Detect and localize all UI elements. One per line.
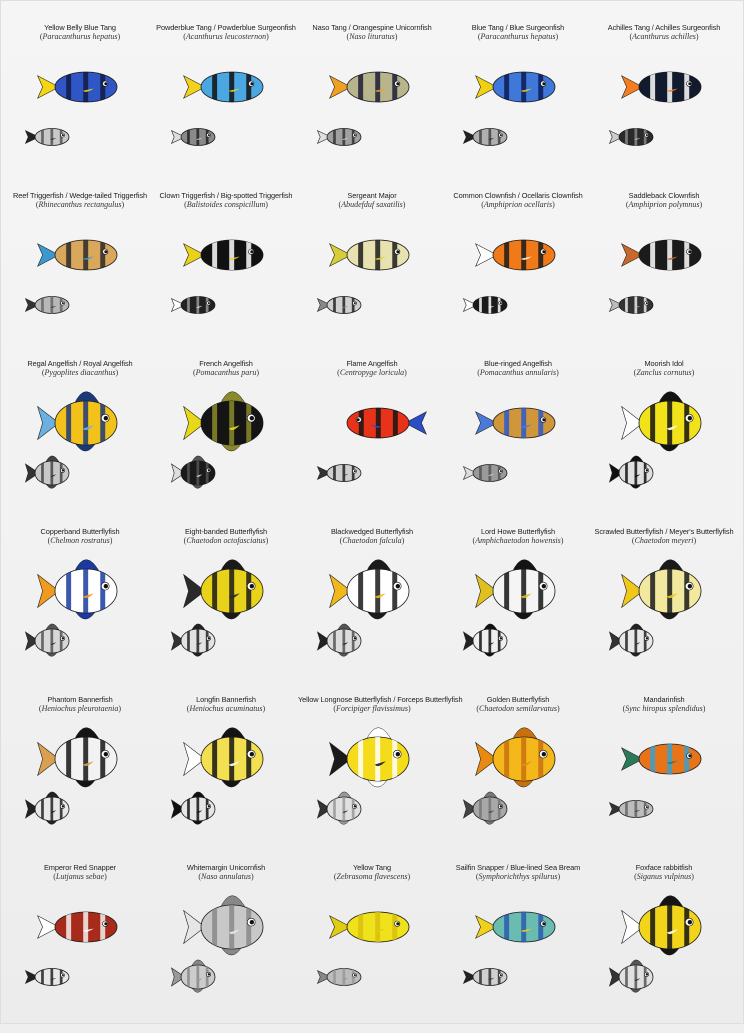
scientific-name: (Paracanthurus hepatus) [39,32,121,41]
fish-entry-french-angelfish [152,359,300,529]
fish-entry-yellow-belly-blue-tang [6,23,154,193]
fish-illustration [298,217,446,357]
common-name: Regal Angelfish / Royal Angelfish [27,359,133,368]
scientific-name: (Sync hiropus splendidus) [622,704,706,713]
fish-illustration [444,49,592,189]
scientific-name: (Rhinecanthus rectangulus) [35,200,125,209]
common-name: Golden Butterflyfish [486,695,550,704]
juvenile-fish [25,792,69,824]
scientific-name: (Zanclus cornutus) [633,368,695,377]
juvenile-fish [25,129,69,146]
fish-entry-saddleback-clownfish [590,191,738,361]
scientific-name: (Abudefduf saxatilis) [338,200,406,209]
scientific-name: (Amphichaetodon howensis) [472,536,564,545]
main-fish [330,560,409,619]
main-fish [38,392,117,451]
juvenile-fish [463,465,507,482]
fish-illustration [6,385,154,525]
fish-illustration [590,385,738,525]
juvenile-fish [463,792,507,824]
juvenile-fish [171,624,215,656]
fish-entry-reef-triggerfish-wedge-tailed-triggerfis [6,191,154,361]
fish-entry-phantom-bannerfish [6,695,154,865]
fish-illustration [6,889,154,1029]
main-fish [184,392,263,451]
common-name: Mandarinfish [643,695,685,704]
fish-illustration [298,889,446,1029]
scientific-name: (Paracanthurus hepatus) [477,32,559,41]
main-fish [476,72,555,102]
juvenile-fish [171,297,215,314]
scientific-name: (Naso annulatus) [198,872,254,881]
juvenile-fish [609,456,653,488]
scientific-name: (Pomacanthus annularis) [477,368,559,377]
fish-illustration [6,49,154,189]
fish-illustration [444,553,592,693]
juvenile-fish [463,129,507,146]
fish-entry-yellow-tang [298,863,446,1033]
scientific-name: (Siganus vulpinus) [634,872,694,881]
fish-entry-blue-tang-blue-surgeonfish [444,23,592,193]
scientific-name: (Forcipiger flavissimus) [333,704,411,713]
scientific-name: (Pomacanthus paru) [192,368,259,377]
main-fish [184,72,263,102]
common-name: Phantom Bannerfish [47,695,113,704]
main-fish [622,72,701,102]
common-name: Common Clownfish / Ocellaris Clownfish [453,191,583,200]
juvenile-fish [25,456,69,488]
juvenile-fish [317,624,361,656]
juvenile-fish [609,129,653,146]
juvenile-fish [317,465,361,482]
main-fish [330,912,409,942]
fish-entry-golden-butterflyfish [444,695,592,865]
fish-entry-sailfin-snapper-blue-lined-sea-bream [444,863,592,1033]
fish-illustration [590,217,738,357]
fish-entry-blackwedged-butterflyfish [298,527,446,697]
scientific-name: (Balistoides conspicillum) [184,200,268,209]
main-fish [184,728,263,787]
common-name: Achilles Tang / Achilles Surgeonfish [607,23,721,32]
scientific-name: (Symphorichthys spilurus) [475,872,561,881]
main-fish [330,728,409,787]
fish-illustration [6,553,154,693]
fish-illustration [444,217,592,357]
scientific-name: (Chaetodon octofasciatus) [183,536,269,545]
fish-illustration [152,385,300,525]
fish-illustration [298,553,446,693]
common-name: Yellow Tang [353,863,391,872]
scientific-name: (Amphiprion ocellaris) [481,200,555,209]
main-fish [347,408,426,438]
fish-illustration [590,889,738,1029]
scientific-name: (Amphiprion polymnus) [625,200,703,209]
fish-entry-blue-ringed-angelfish [444,359,592,529]
main-fish [476,408,555,438]
main-fish [622,896,701,955]
common-name: Foxface rabbitfish [635,863,693,872]
fish-illustration [298,721,446,861]
fish-entry-powderblue-tang-powderblue-surgeonfish [152,23,300,193]
fish-entry-naso-tang-orangespine-unicornfish [298,23,446,193]
fish-entry-whitemargin-unicornfish [152,863,300,1033]
main-fish [38,240,117,270]
fish-illustration [152,553,300,693]
juvenile-fish [171,960,215,992]
scientific-name: (Heniochus acuminatus) [186,704,266,713]
main-fish [476,560,555,619]
common-name: Lord Howe Butterflyfish [480,527,556,536]
scientific-name: (Centropyge loricula) [337,368,407,377]
fish-entry-flame-angelfish [298,359,446,529]
fish-entry-moorish-idol [590,359,738,529]
common-name: Blue-ringed Angelfish [484,359,552,368]
juvenile-fish [463,969,507,986]
main-fish [622,560,701,619]
common-name: Eight-banded Butterflyfish [184,527,268,536]
juvenile-fish [609,801,653,818]
main-fish [38,728,117,787]
juvenile-fish [317,297,361,314]
common-name: Yellow Longnose Butterflyfish / Forceps Butterflyfish [298,695,463,704]
scientific-name: (Chaetodon meyeri) [631,536,697,545]
scientific-name: (Heniochus pleurotaenia) [38,704,122,713]
juvenile-fish [609,960,653,992]
main-fish [184,560,263,619]
common-name: Sergeant Major [347,191,397,200]
common-name: Moorish Idol [644,359,684,368]
juvenile-fish [25,624,69,656]
fish-illustration [590,49,738,189]
fish-illustration [444,721,592,861]
main-fish [38,72,117,102]
common-name: Sailfin Snapper / Blue-lined Sea Bream [455,863,581,872]
scientific-name: (Chaetodon falcula) [339,536,405,545]
fish-illustration [590,721,738,861]
fish-entry-regal-angelfish-royal-angelfish [6,359,154,529]
juvenile-fish [317,792,361,824]
common-name: Powderblue Tang / Powderblue Surgeonfish [156,23,296,32]
juvenile-fish [609,297,653,314]
juvenile-fish [463,624,507,656]
fish-illustration [298,49,446,189]
scientific-name: (Zebrasoma flavescens) [333,872,411,881]
common-name: Naso Tang / Orangespine Unicornfish [312,23,432,32]
fish-entry-achilles-tang-achilles-surgeonfish [590,23,738,193]
common-name: French Angelfish [199,359,253,368]
fish-illustration [444,385,592,525]
fish-entry-sergeant-major [298,191,446,361]
fish-entry-scrawled-butterflyfish-meyer-s-butterfly [590,527,738,697]
common-name: Emperor Red Snapper [43,863,117,872]
common-name: Clown Triggerfish / Big-spotted Triggerfish [159,191,293,200]
fish-illustration [590,553,738,693]
scientific-name: (Acanthurus leucosternon) [183,32,269,41]
common-name: Scrawled Butterflyfish / Meyer's Butterflyfish [594,527,734,536]
main-fish [476,912,555,942]
fish-entry-eight-banded-butterflyfish [152,527,300,697]
main-fish [38,560,117,619]
main-fish [622,392,701,451]
juvenile-fish [609,624,653,656]
fish-entry-lord-howe-butterflyfish [444,527,592,697]
fish-entry-common-clownfish-ocellaris-clownfish [444,191,592,361]
fish-illustration [152,49,300,189]
scientific-name: (Chaetodon semilarvatus) [476,704,560,713]
main-fish [622,240,701,270]
scientific-name: (Pygoplites diacanthus) [41,368,119,377]
common-name: Blackwedged Butterflyfish [330,527,414,536]
common-name: Flame Angelfish [346,359,398,368]
juvenile-fish [317,129,361,146]
common-name: Blue Tang / Blue Surgeonfish [471,23,565,32]
juvenile-fish [171,456,215,488]
main-fish [476,728,555,787]
fish-illustration [6,217,154,357]
main-fish [330,240,409,270]
scientific-name: (Naso lituratus) [346,32,398,41]
juvenile-fish [25,297,69,314]
main-fish [38,912,117,942]
main-fish [330,72,409,102]
fish-entry-copperband-butterflyfish [6,527,154,697]
main-fish [476,240,555,270]
juvenile-fish [317,969,361,986]
fish-entry-yellow-longnose-butterflyfish-forceps-bu [298,695,463,865]
common-name: Whitemargin Unicornfish [186,863,266,872]
main-fish [184,240,263,270]
fish-illustration [298,385,446,525]
fish-entry-mandarinfish [590,695,738,865]
scientific-name: (Lutjanus sebae) [53,872,107,881]
common-name: Yellow Belly Blue Tang [44,23,116,32]
fish-illustration [444,889,592,1029]
fish-entry-emperor-red-snapper [6,863,154,1033]
fish-illustration [152,217,300,357]
common-name: Reef Triggerfish / Wedge-tailed Triggerfish [13,191,147,200]
common-name: Longfin Bannerfish [196,695,256,704]
fish-illustration [152,889,300,1029]
scientific-name: (Chelmon rostratus) [47,536,113,545]
juvenile-fish [463,297,507,314]
juvenile-fish [171,792,215,824]
fish-entry-foxface-rabbitfish [590,863,738,1033]
fish-entry-clown-triggerfish-big-spotted-triggerfis [152,191,300,361]
common-name: Copperband Butterflyfish [40,527,120,536]
main-fish [184,896,263,955]
fish-entry-longfin-bannerfish [152,695,300,865]
fish-illustration [152,721,300,861]
common-name: Saddleback Clownfish [628,191,700,200]
juvenile-fish [171,129,215,146]
scientific-name: (Acanthurus achilles) [629,32,699,41]
juvenile-fish [25,969,69,986]
fish-illustration [6,721,154,861]
main-fish [622,744,701,774]
